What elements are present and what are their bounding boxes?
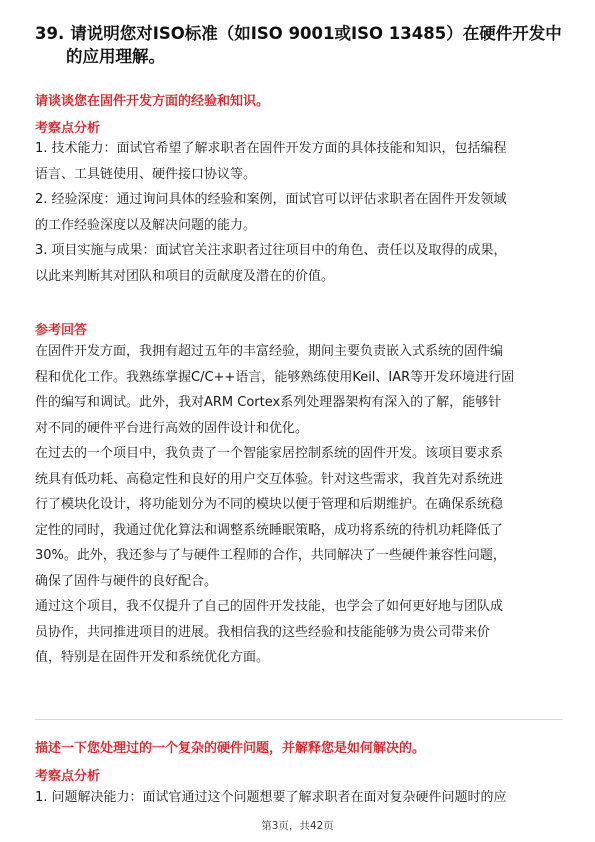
page-footer: 第3页，共42页 <box>261 820 334 832</box>
answer-line: 值，特别是在固件开发和系统优化方面。 <box>35 650 270 665</box>
section-divider <box>35 719 563 720</box>
answer-line: 对不同的硬件平台进行高效的固件设计和优化。 <box>35 420 309 436</box>
answer-line: 程和优化工作。我熟练掌握C/C++语言，能够熟练使用Keil、IAR等开发环境进行固 <box>35 369 515 385</box>
analysis-line: 以此来判断其对团队和项目的贡献度及潜在的价值。 <box>35 268 335 284</box>
question-title <box>35 22 563 68</box>
analysis-line: 3. 项目实施与成果：面试官关注求职者过往项目中的角色、责任以及取得的成果， <box>35 243 507 258</box>
question-number: 39. <box>35 24 65 43</box>
question-title-line2: 的应用理解。 <box>66 47 165 66</box>
section2-analysis-heading: 考察点分析 <box>35 769 101 784</box>
answer-line: 30%。此外，我还参与了与硬件工程师的合作，共同解决了一些硬件兼容性问题， <box>35 548 506 563</box>
question-title-line1: 请说明您对ISO标准（如ISO 9001或ISO 13485）在硬件开发中 <box>70 24 562 43</box>
section2-analysis-paragraph <box>35 785 563 811</box>
analysis-line: 语言、工具链使用、硬件接口协议等。 <box>35 166 257 182</box>
answer-line: 员协作，共同推进项目的进展。我相信我的这些经验和技能能够为贵公司带来价 <box>35 624 491 640</box>
section1-answer-paragraph <box>35 339 563 671</box>
answer-line: 通过这个项目，我不仅提升了自己的固件开发技能，也学会了如何更好地与团队成 <box>35 599 504 614</box>
section2-prompt: 描述一下您处理过的一个复杂的硬件问题，并解释您是如何解决的。 <box>35 741 426 756</box>
answer-line: 在过去的一个项目中，我负责了一个智能家居控制系统的固件开发。该项目要求系 <box>35 446 504 461</box>
answer-line: 件的编写和调试。此外，我对ARM Cortex系列处理器架构有深入的了解，能够针 <box>35 395 502 410</box>
section1-prompt: 请谈谈您在固件开发方面的经验和知识。 <box>35 94 270 109</box>
answer-line: 统具有低功耗、高稳定性和良好的用户交互体验。针对这些需求，我首先对系统进 <box>35 471 504 487</box>
analysis-line: 的工作经验深度以及解决问题的能力。 <box>35 217 257 233</box>
answer-line: 行了模块化设计，将功能划分为不同的模块以便于管理和后期维护。在确保系统稳 <box>35 497 504 512</box>
analysis-line: 2. 经验深度：通过询问具体的经验和案例，面试官可以评估求职者在固件开发领域 <box>35 192 507 207</box>
section1-analysis-paragraph <box>35 136 563 289</box>
section1-answer-heading: 参考回答 <box>35 323 88 338</box>
answer-line: 确保了固件与硬件的良好配合。 <box>35 573 218 589</box>
analysis-line: 1. 技术能力：面试官希望了解求职者在固件开发方面的具体技能和知识，包括编程 <box>35 141 507 156</box>
answer-line: 在固件开发方面，我拥有超过五年的丰富经验，期间主要负责嵌入式系统的固件编 <box>35 344 504 359</box>
analysis-line: 1. 问题解决能力：面试官通过这个问题想要了解求职者在面对复杂硬件问题时的应 <box>35 790 507 805</box>
section1-analysis-heading: 考察点分析 <box>35 121 101 136</box>
answer-line: 定性的同时，我通过优化算法和调整系统睡眠策略，成功将系统的待机功耗降低了 <box>35 522 504 538</box>
